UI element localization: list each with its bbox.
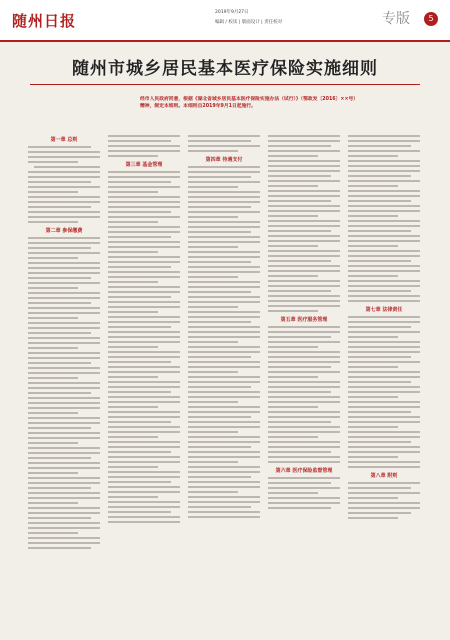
chapter-heading: 第四章 待遇支付	[205, 157, 243, 163]
column-3	[188, 132, 260, 632]
article-intro: 经市人民政府同意，根据《湖北省城乡居民基本医疗保险实施办法（试行）》（鄂政发〔2016〕××号）精神，制定本细则。本细则自2019年9月1日起施行。	[140, 97, 359, 109]
title-divider	[30, 84, 420, 85]
section-label: 专版	[382, 11, 410, 27]
masthead	[0, 0, 450, 42]
chapter-heading: 第六章 医疗保险监督管理	[275, 468, 333, 474]
chapter-heading: 第七章 法律责任	[365, 307, 403, 313]
column-1	[28, 132, 100, 632]
article-title: 随州市城乡居民基本医疗保险实施细则	[72, 59, 378, 79]
newspaper-logo: 随州日报	[12, 12, 77, 30]
chapter-heading: 第三章 基金管理	[125, 162, 163, 168]
column-4	[268, 132, 340, 632]
article-columns	[28, 132, 420, 632]
chapter-heading: 第五章 医疗服务管理	[280, 317, 328, 323]
chapter-heading: 第一章 总则	[50, 137, 78, 143]
chapter-heading: 第八章 附则	[370, 473, 398, 479]
page-number-badge: 5	[424, 12, 438, 26]
column-5	[348, 132, 420, 632]
chapter-heading: 第二章 参保缴费	[45, 228, 83, 234]
column-2	[108, 132, 180, 632]
editor-line: 编辑 / 校读 | 版面设计 | 责任校对	[215, 20, 283, 25]
dateline: 2019年9月27日	[215, 10, 249, 15]
